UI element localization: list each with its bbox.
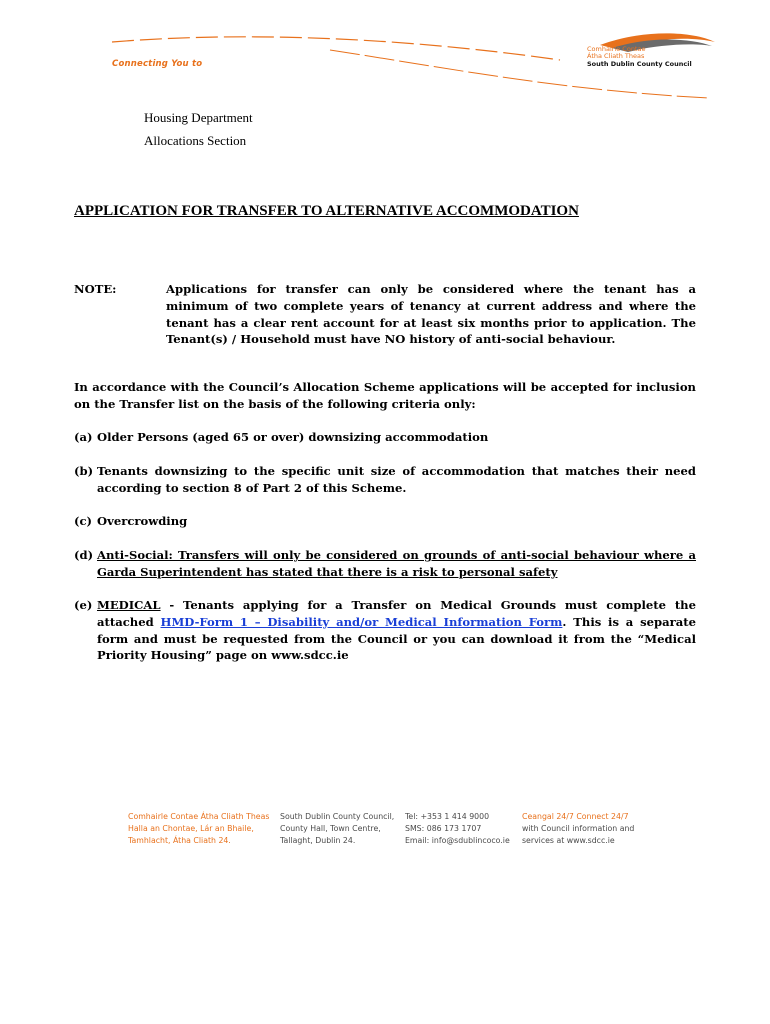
- footer-line: with Council information and: [522, 824, 635, 833]
- criteria-text: [97, 597, 696, 664]
- page-title: APPLICATION FOR TRANSFER TO ALTERNATIVE ACCOMMODATION: [74, 203, 579, 219]
- criteria-text: Older Persons (aged 65 or over) downsizing accommodation: [97, 430, 489, 444]
- note-text: Applications for transfer can only be considered where the tenant has a minimum of two complete years of tenancy at current address and where the tenant has a clear rent account for at least six months prior to application. The Tenant(s) / Household must have NO history of anti-social behaviour.: [166, 282, 696, 347]
- criteria-text: Overcrowding: [97, 514, 188, 528]
- footer-line: Tamhlacht, Átha Cliath 24.: [128, 836, 231, 845]
- medical-text-1: - Tenants applying for a Transfer on Medical Grounds must complete the attached: [97, 598, 696, 629]
- council-name-english: South Dublin County Council: [587, 59, 692, 68]
- footer-address-irish: [128, 811, 269, 847]
- criteria-item-a: [74, 429, 696, 446]
- footer-line: South Dublin County Council,: [280, 812, 395, 821]
- medical-text-2: . This is a separate form and must be requested from the Council or you can download it from the “Medical Priority Housing” page on www.sdcc.ie: [97, 614, 696, 663]
- tagline: Connecting You to: [112, 59, 203, 69]
- department-name: Housing Department: [144, 110, 253, 125]
- criteria-item-c: [74, 513, 696, 530]
- swoosh-line-top: [112, 37, 560, 60]
- section-name: Allocations Section: [144, 133, 247, 148]
- criteria-text: Anti-Social: Transfers will only be considered on grounds of anti-social behaviour where a Garda Superintendent has stated that there is a risk to personal safety: [97, 548, 696, 579]
- criteria-marker: (b): [74, 464, 94, 478]
- footer-sms: SMS: 086 173 1707: [405, 824, 482, 833]
- footer-line: Comhairle Contae Átha Cliath Theas: [128, 812, 270, 821]
- criteria-item-d: [74, 547, 696, 581]
- criteria-marker: (c): [74, 514, 93, 528]
- footer-address-english: [280, 811, 394, 847]
- note-label: NOTE:: [74, 282, 117, 296]
- criteria-item-e: [74, 597, 696, 664]
- criteria-item-b: [74, 463, 696, 497]
- footer-line: Tallaght, Dublin 24.: [280, 836, 356, 845]
- criteria-marker: (a): [74, 430, 93, 444]
- criteria-marker: (e): [74, 598, 93, 612]
- footer-contact: [405, 811, 510, 847]
- footer-line: County Hall, Town Centre,: [280, 824, 381, 833]
- criteria-marker: (d): [74, 548, 94, 562]
- council-logo-text: [587, 46, 692, 68]
- footer-email: Email: info@sdublincoco.ie: [405, 836, 510, 845]
- medical-form-link[interactable]: HMD-Form 1 – Disability and/or Medical Information Form: [160, 614, 563, 629]
- footer-connect: [522, 811, 634, 847]
- footer-line: services at www.sdcc.ie: [522, 836, 615, 845]
- footer-line: Ceangal 24/7 Connect 24/7: [522, 812, 629, 821]
- footer-line: Halla an Chontae, Lár an Bhaile,: [128, 824, 254, 833]
- intro-paragraph: In accordance with the Council’s Allocation Scheme applications will be accepted for inclusion on the Transfer list on the basis of the following criteria only:: [74, 380, 696, 411]
- council-name-irish-1: Comhairle Contae: [587, 45, 646, 53]
- council-name-irish-2: Átha Cliath Theas: [587, 52, 645, 61]
- footer-phone: Tel: +353 1 414 9000: [405, 812, 490, 821]
- medical-heading: MEDICAL: [97, 598, 161, 612]
- criteria-text: Tenants downsizing to the specific unit size of accommodation that matches their need according to section 8 of Part 2 of this Scheme.: [97, 464, 696, 495]
